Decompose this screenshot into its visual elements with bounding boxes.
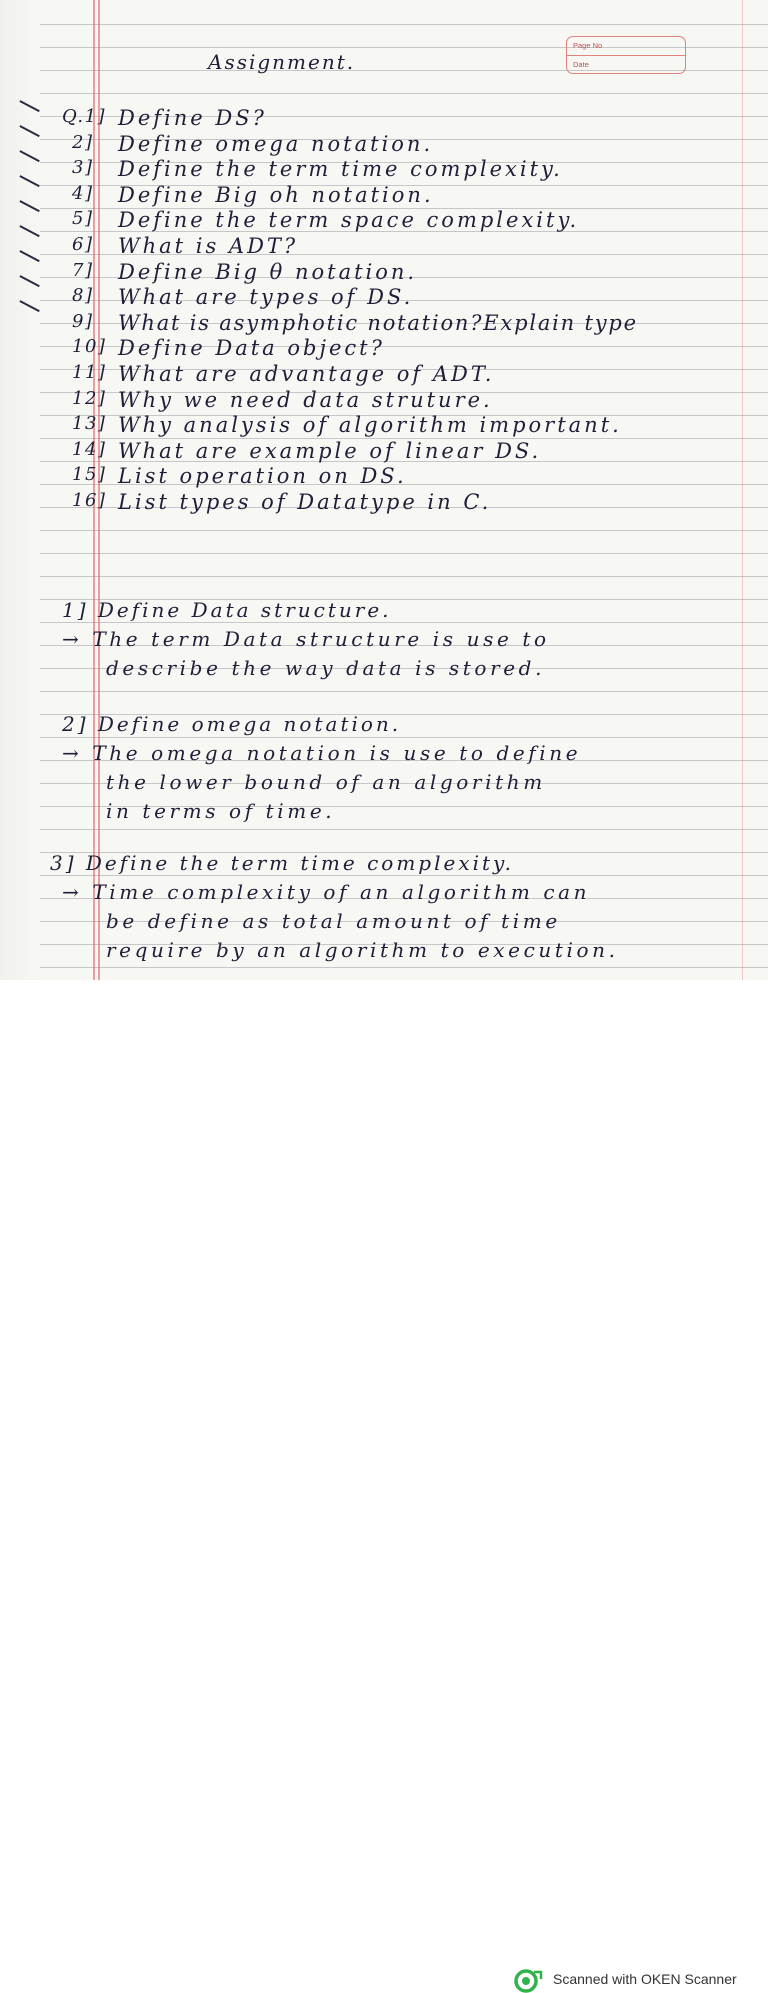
page-no-label: Page No [573, 41, 603, 50]
notebook-page [0, 0, 768, 980]
question-text: Why we need data struture. [118, 387, 493, 412]
question-text: Define omega notation. [118, 131, 434, 156]
question-number: 5] [72, 208, 94, 230]
question-text: Define the term space complexity. [118, 208, 580, 233]
question-text: Define Data object? [118, 336, 385, 361]
question-number: 3] [72, 157, 94, 179]
question-number: 10] [72, 336, 107, 358]
answer-line: be define as total amount of time [106, 909, 561, 933]
question-number: 14] [72, 438, 107, 460]
question-number: 13] [72, 413, 107, 435]
answer-line: require by an algorithm to execution. [106, 938, 619, 962]
question-number: Q.1] [62, 106, 107, 127]
answer-line: describe the way data is stored. [106, 656, 546, 680]
scanner-watermark-text: Scanned with OKEN Scanner [553, 1971, 737, 1987]
answer-line: → The term Data structure is use to [62, 627, 550, 651]
answer-line: the lower bound of an algorithm [106, 770, 546, 794]
question-text: Define the term time complexity. [118, 157, 563, 182]
answer-heading: 1] Define Data structure. [62, 598, 392, 622]
question-text: What is asymphotic notation?Explain type [118, 310, 638, 335]
question-text: Define Big oh notation. [118, 182, 434, 207]
answer-line: → The omega notation is use to define [62, 741, 582, 765]
question-text: What are advantage of ADT. [118, 362, 495, 386]
question-number: 12] [72, 387, 107, 409]
question-text: What is ADT? [118, 234, 299, 258]
question-text: Why analysis of algorithm important. [118, 413, 622, 438]
question-number: 7] [72, 259, 94, 281]
question-number: 6] [72, 234, 94, 255]
question-text: List operation on DS. [118, 464, 407, 489]
question-text: What are example of linear DS. [118, 438, 542, 463]
question-text: What are types of DS. [118, 285, 414, 310]
right-rule [742, 0, 743, 980]
answer-heading: 2] Define omega notation. [62, 712, 402, 736]
question-number: 11] [72, 362, 107, 383]
question-number: 15] [72, 464, 107, 486]
answer-line: → Time complexity of an algorithm can [62, 880, 591, 904]
margin-tick-marks [20, 90, 60, 370]
question-number: 9] [72, 310, 94, 332]
question-number: 4] [72, 182, 94, 204]
question-number: 8] [72, 285, 94, 307]
question-text: Define Big θ notation. [118, 259, 418, 284]
scanner-logo-icon [514, 1969, 544, 1993]
assignment-title: Assignment. [208, 50, 356, 74]
question-text: List types of Datatype in C. [118, 490, 492, 514]
page-date-box [566, 36, 686, 74]
question-text: Define DS? [118, 106, 267, 130]
answer-heading: 3] Define the term time complexity. [50, 851, 515, 875]
scanner-footer [0, 980, 768, 1987]
date-label: Date [573, 60, 589, 69]
answer-line: in terms of time. [106, 799, 336, 823]
question-number: 16] [72, 490, 107, 511]
question-number: 2] [72, 131, 94, 153]
